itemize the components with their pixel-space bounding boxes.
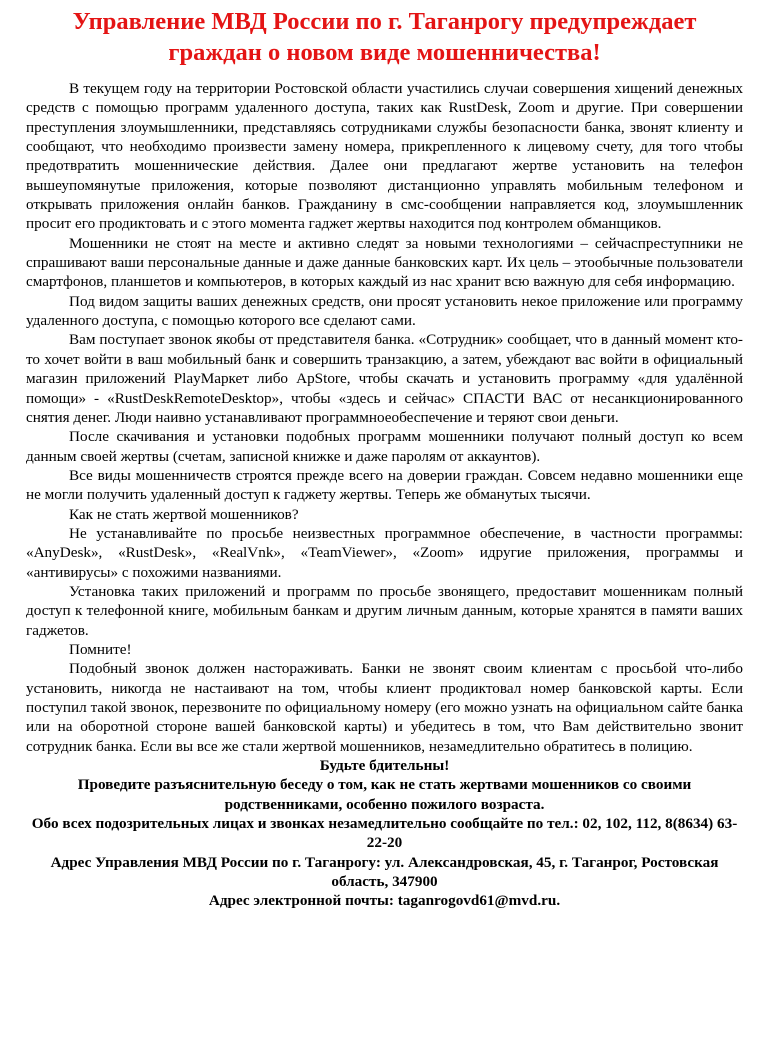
title-line-2: граждан о новом виде мошенничества!: [168, 39, 601, 66]
paragraph-protection-pretext: Под видом защиты ваших денежных средств, они просят установить некое приложение или программу удаленного доступа, с помощью которого все сделают сами.: [26, 292, 743, 330]
document-title: [26, 6, 743, 68]
paragraph-full-access: После скачивания и установки подобных программ мошенники получают полный доступ ко всем данным своей жертвы (счетам, записной книжке и даже паролям от аккаунтов).: [26, 428, 743, 465]
paragraph-remote-access-fraud: В текущем году на территории Ростовской области участились случаи совершения хищений денежных средств с помощью программ удаленного доступа, таких как RustDesk, Zoom и другие. При совершении преступления злоумышленники, представляясь сотрудниками службы безопасности банка, звонят клиенту и сообщают, что необходимо произвести замену номера, прикрепленного к лицевому счету, для того чтобы предотвратить мошеннические действия. Далее они предлагают жертве установить на телефон вышеупомянутые приложения, которые позволяют дистанционно управлять мобильным телефоном и открывать приложения онлайн банков. Гражданину в смс-сообщении направляется код, злоумышленник просит его продиктовать и с этого момента гаджет жертвы находится под контролем обманщиков.: [26, 80, 743, 233]
closing-be-vigilant: Будьте бдительны!: [319, 757, 450, 775]
paragraph-new-technologies: Мошенники не стоят на месте и активно следят за новыми технологиями – сейчаспреступники не спрашивают ваши персональные данные и даже данные банковских карт. Их цель – этообычные пользователи смартфонов, планшетов и компьютеров, в которых каждый из нас хранит всю важную для себя информацию.: [26, 234, 743, 291]
paragraph-how-not-to-become-victim: Как не стать жертвой мошенников?: [69, 505, 299, 523]
closing-block: [26, 756, 743, 911]
paragraph-banks-dont-call: Подобный звонок должен настораживать. Банки не звонят своим клиентам с просьбой что-либо установить, никогда не настаивают на том, чтобы клиент продиктовал номер банковской карты. Если поступил такой звонок, перезвоните по официальному номеру (его можно узнать на официальном сайте банка или на оборотной стороне вашей банковской карты) и убедитесь в том, что Вам действительно звонит сотрудник банка. Если вы все же стали жертвой мошенников, незамедлительно обратитесь в полицию.: [26, 660, 743, 755]
paragraph-installation-risk: Установка таких приложений и программ по просьбе звонящего, предоставит мошенникам полный доступ к телефонной книге, мобильным банкам и другим личным данным, которые хранятся в памяти ваших гаджетов.: [26, 582, 743, 639]
paragraph-do-not-install: Не устанавливайте по просьбе неизвестных программное обеспечение, в частности программы: «AnyDesk», «RustDesk», «RealVnk», «TeamViewer», «Zoom» идругие приложения, программы и «антивирусы» с похожими названиями.: [26, 524, 743, 581]
paragraph-remember: Помните!: [69, 640, 132, 658]
closing-talk-to-relatives: Проведите разъяснительную беседу о том, как не стать жертвами мошенников со своими родственниками, особенно пожилого возраста.: [77, 776, 692, 813]
title-line-1: Управление МВД России по г. Таганрогу предупреждает: [72, 8, 697, 35]
document-body: [26, 79, 743, 756]
paragraph-trust: Все виды мошенничеств строятся прежде всего на доверии граждан. Совсем недавно мошенники еще не могли получить удаленный доступ к гаджету жертвы. Теперь же обманутых тысячи.: [26, 466, 743, 504]
closing-address: Адрес Управления МВД России по г. Таганрогу: ул. Александровская, 45, г. Таганрог, Ростовская область, 347900: [50, 853, 719, 891]
closing-email: Адрес электронной почты: taganrogovd61@mvd.ru.: [208, 892, 561, 910]
paragraph-bank-call-scenario: Вам поступает звонок якобы от представителя банка. «Сотрудник» сообщает, что в данный момент кто-то хочет войти в ваш мобильный банк и совершить транзакцию, а затем, убеждают вас войти в официальный магазин приложений PlayМаркет либо ApStore, чтобы скачать и установить программу «для удалённой помощи» - «RustDeskRemoteDesktop», чтобы «здесь и сейчас» СПАСТИ ВАС от несанкционированного снятия денег. Люди наивно устанавливают программноеобеспечение и теряют свои деньги.: [26, 331, 743, 426]
closing-phone-numbers: Обо всех подозрительных лицах и звонках незамедлительно сообщайте по тел.: 02, 102, 112, 8(8634) 63-22-20: [31, 815, 738, 852]
